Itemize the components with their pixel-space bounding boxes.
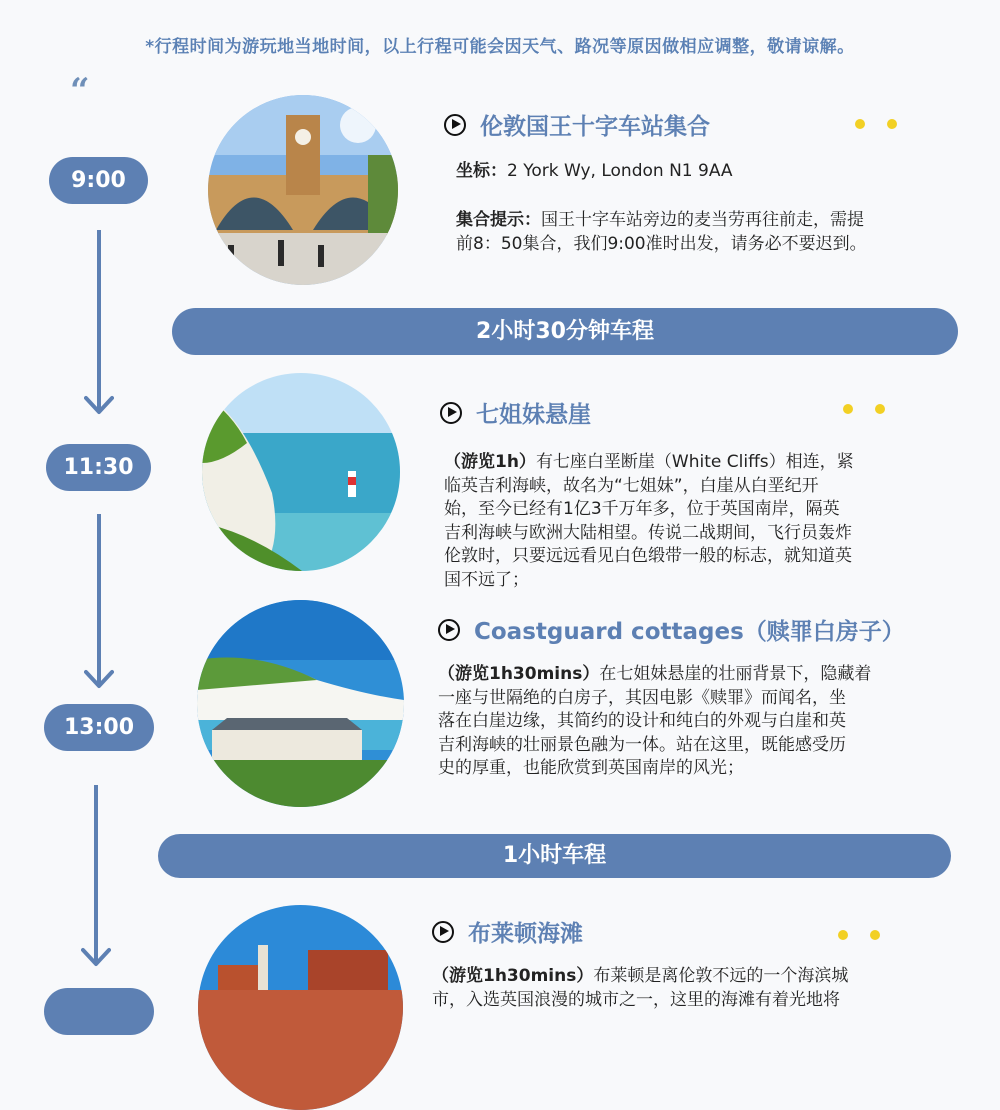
time-badge-next <box>44 988 154 1035</box>
desc-line: 有七座白垩断崖（White Cliffs）相连，紧 <box>535 452 854 472</box>
desc-line: 落在白崖边缘，其简约的设计和纯白的外观与白崖和英 <box>438 711 846 731</box>
desc-line: 吉利海峡的壮丽景色融为一体。站在这里，既能感受历 <box>438 734 846 755</box>
timeline-arrow-icon <box>84 514 114 692</box>
brighton-beach-photo <box>198 905 403 1110</box>
time-badge-1300: 13:00 <box>44 704 154 751</box>
desc-line: 吉利海峡与欧洲大陆相望。传说二战期间，飞行员轰炸 <box>444 522 852 543</box>
decor-dots <box>838 930 880 940</box>
trip-notice: *行程时间为游玩地当地时间，以上行程可能会因天气、路况等原因做相应调整，敬请谅解。 <box>145 37 855 57</box>
yellow-dot-icon <box>843 404 853 414</box>
desc-line: 始，至今已经有1亿3千万年多，位于英国南岸，隔英 <box>444 499 840 519</box>
desc-line: 市，入选英国浪漫的城市之一，这里的海滩有着光地将 <box>432 989 840 1010</box>
play-circle-icon <box>444 114 466 136</box>
yellow-dot-icon <box>838 930 848 940</box>
yellow-dot-icon <box>870 930 880 940</box>
desc-line: 一座与世隔绝的白房子，其因电影《赎罪》而闻名，坐 <box>438 687 846 708</box>
coordinate-label: 坐标： <box>456 161 507 181</box>
stop-title-text: 七姐妹悬崖 <box>476 402 591 428</box>
stop-meeting-tip <box>456 209 926 256</box>
desc-line: 史的厚重，也能欣赏到英国南岸的风光； <box>438 758 744 778</box>
duration-label: （游览1h30mins） <box>432 966 594 986</box>
decor-dots <box>843 404 885 414</box>
kings-cross-photo <box>208 95 398 285</box>
stop-description <box>432 965 902 1012</box>
stop-description <box>444 451 904 592</box>
desc-line: 布莱顿是离伦敦不远的一个海滨城 <box>593 966 849 986</box>
play-circle-icon <box>438 619 460 641</box>
play-circle-icon <box>440 402 462 424</box>
stop-title-text: 布莱顿海滩 <box>468 921 583 947</box>
stop-coordinate <box>456 160 733 184</box>
stop-title-kings-cross <box>444 108 710 141</box>
quote-mark-icon: “ <box>70 71 90 111</box>
stop-title-brighton <box>432 915 583 948</box>
duration-label: （游览1h） <box>444 452 536 472</box>
yellow-dot-icon <box>875 404 885 414</box>
desc-line: 在七姐妹悬崖的壮丽背景下，隐藏着 <box>599 664 872 684</box>
tip-text: 国王十字车站旁边的麦当劳再往前走，需提 <box>541 210 864 230</box>
duration-label: （游览1h30mins） <box>438 664 600 684</box>
yellow-dot-icon <box>887 119 897 129</box>
coastguard-cottages-photo <box>197 600 404 807</box>
drive-duration-bar: 1小时车程 <box>158 834 951 878</box>
play-circle-icon <box>432 921 454 943</box>
desc-line: 临英吉利海峡，故名为“七姐妹”，白崖从白垩纪开 <box>444 475 819 496</box>
tip-text: 前8：50集合，我们9:00准时出发，请务必不要迟到。 <box>456 233 867 254</box>
desc-line: 国不远了； <box>444 569 529 590</box>
stop-title-text: Coastguard cottages（赎罪白房子） <box>474 619 905 645</box>
time-badge-1130: 11:30 <box>46 444 151 491</box>
time-badge-0900: 9:00 <box>49 157 148 204</box>
coordinate-value: 2 York Wy, London N1 9AA <box>507 161 733 181</box>
timeline-arrow-icon <box>84 230 114 420</box>
stop-description <box>438 663 908 781</box>
drive-duration-bar: 2小时30分钟车程 <box>172 308 958 355</box>
seven-sisters-photo <box>202 373 400 571</box>
desc-line: 伦敦时，只要远远看见白色缎带一般的标志，就知道英 <box>444 546 852 566</box>
decor-dots <box>855 119 897 129</box>
stop-title-text: 伦敦国王十字车站集合 <box>480 114 710 140</box>
yellow-dot-icon <box>855 119 865 129</box>
stop-title-coastguard-cottages <box>438 613 905 646</box>
tip-label: 集合提示： <box>456 210 541 230</box>
timeline-arrow-icon <box>81 785 111 970</box>
stop-title-seven-sisters <box>440 396 591 429</box>
